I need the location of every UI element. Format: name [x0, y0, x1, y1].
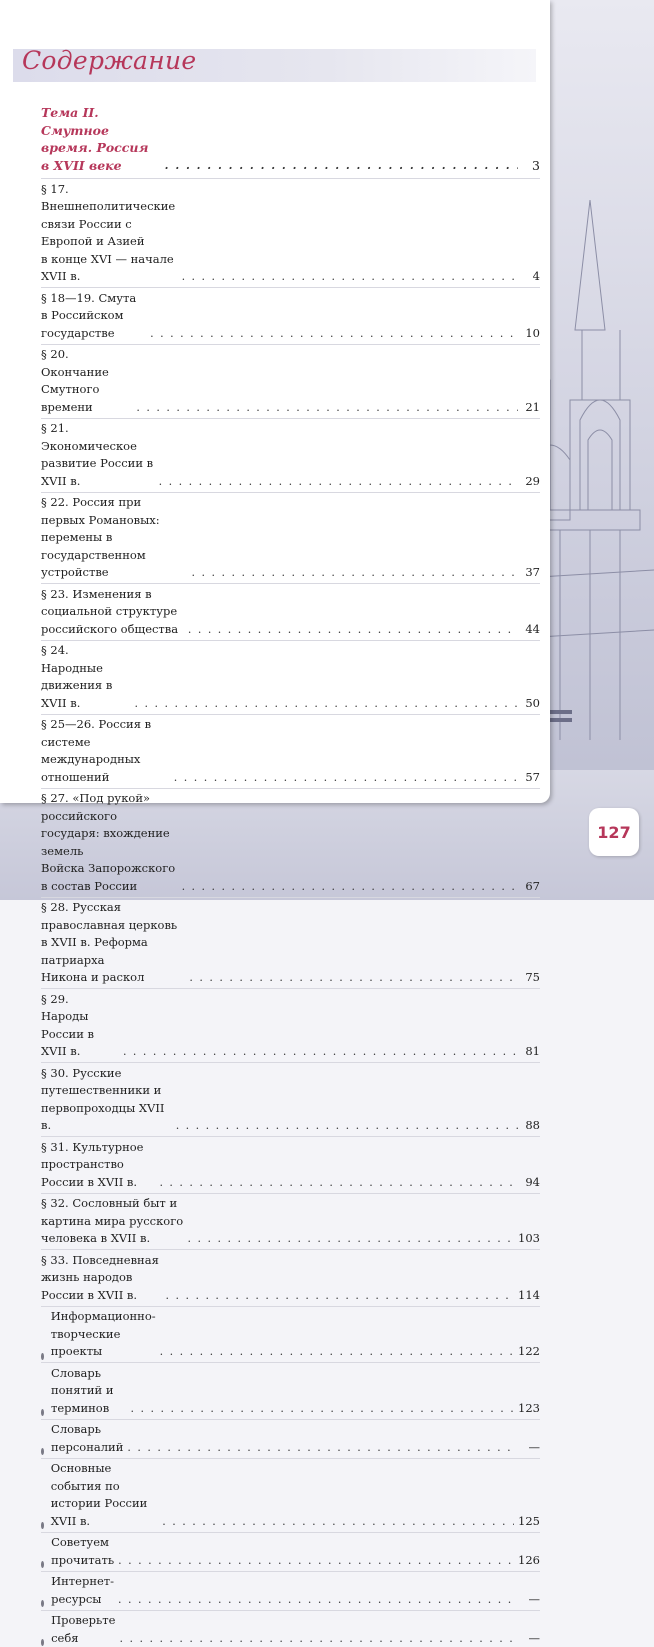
toc-entry-page: 122	[518, 1343, 540, 1361]
toc-entry[interactable]	[41, 586, 540, 639]
toc-leader-dots	[188, 1230, 515, 1248]
page-number: 127	[589, 808, 639, 856]
bullet-icon	[41, 1522, 44, 1529]
toc-leader-dots	[127, 1439, 518, 1457]
toc-entry-page: 123	[518, 1400, 540, 1418]
toc-separator	[41, 897, 540, 898]
toc-entry-page: —	[522, 1439, 540, 1457]
toc-separator	[41, 714, 540, 715]
toc-entry-text: § 29. Народы России в XVII в.	[41, 991, 119, 1061]
toc-entry-page: 126	[518, 1552, 540, 1570]
toc-entry-page: 125	[518, 1513, 540, 1531]
toc-entry-text: § 21. Экономическое развитие России в XVII в.	[41, 420, 155, 490]
toc-separator	[41, 583, 540, 584]
toc-entry-text: § 32. Сословный быт и картина мира русского человека в XVII в.	[41, 1195, 184, 1248]
toc-entry-text: § 27. «Под рукой» российского государя: вхождение земель Войска Запорожского в состав России	[41, 790, 178, 895]
toc-entry-text: § 28. Русская православная церковь в XVII в. Реформа патриарха Никона и раскол	[41, 899, 185, 987]
toc-entry-text: Словарь понятий и терминов	[51, 1365, 127, 1418]
toc-leader-dots	[165, 1287, 514, 1305]
toc-leader-dots	[176, 1117, 518, 1135]
toc-leader-dots	[159, 473, 518, 491]
toc-entry-page: 114	[518, 1287, 540, 1305]
toc-leader-dots	[192, 564, 518, 582]
toc-leader-dots	[160, 1343, 514, 1361]
toc-leader-dots	[118, 1591, 518, 1609]
toc-leader-dots	[182, 268, 518, 286]
toc-entry-page: 29	[522, 473, 540, 491]
toc-entry-text: Информационно-творческие проекты	[51, 1308, 156, 1361]
toc-leader-dots	[165, 157, 518, 175]
toc-entry[interactable]	[41, 1421, 540, 1456]
toc-entry-page: 44	[522, 621, 540, 639]
toc-separator	[41, 640, 540, 641]
toc-entry[interactable]	[41, 420, 540, 490]
toc-leader-dots	[135, 695, 518, 713]
toc-leader-dots	[189, 969, 518, 987]
toc-entry-page: 75	[522, 969, 540, 987]
bullet-icon	[41, 1600, 44, 1607]
toc-entry[interactable]	[41, 1139, 540, 1192]
toc-entry[interactable]	[41, 1573, 540, 1608]
toc-entry[interactable]	[41, 716, 540, 786]
toc-leader-dots	[174, 769, 518, 787]
toc-entry-text: Интернет-ресурсы	[51, 1573, 114, 1608]
toc-separator	[41, 1306, 540, 1307]
toc-entry-page: 67	[522, 878, 540, 896]
toc-separator	[41, 344, 540, 345]
toc-separator	[41, 1362, 540, 1363]
toc-entry-text: § 31. Культурное пространство России в XVII в.	[41, 1139, 155, 1192]
toc-separator	[41, 1193, 540, 1194]
toc-entry-text: § 17. Внешнеполитические связи России с Европой и Азией в конце XVI — начале XVII в.	[41, 181, 178, 286]
toc-entry-text: § 33. Повседневная жизнь народов России в XVII в.	[41, 1252, 161, 1305]
toc-leader-dots	[162, 1513, 514, 1531]
toc-entry-page: 21	[522, 399, 540, 417]
toc-entry[interactable]	[41, 642, 540, 712]
toc-entry[interactable]	[41, 1195, 540, 1248]
toc-separator	[41, 1532, 540, 1533]
toc-entry-text: § 23. Изменения в социальной структуре российского общества	[41, 586, 184, 639]
toc-entry[interactable]	[41, 181, 540, 286]
toc-entry-text: Основные события по истории России XVII в.	[51, 1460, 159, 1530]
toc-entry-page: 10	[522, 325, 540, 343]
toc-entry-text: § 22. Россия при первых Романовых: перемены в государственном устройстве	[41, 494, 188, 582]
toc-entry[interactable]	[41, 790, 540, 895]
toc-leader-dots	[159, 1174, 518, 1192]
toc-entry[interactable]	[41, 991, 540, 1061]
toc-separator	[41, 1419, 540, 1420]
toc-theme-row[interactable]	[41, 104, 540, 174]
toc-entry-page: —	[522, 1630, 540, 1647]
toc-separator	[41, 492, 540, 493]
bullet-icon	[41, 1353, 44, 1360]
toc-separator	[41, 1610, 540, 1611]
toc-entry-text: § 30. Русские путешественники и первопроходцы XVII в.	[41, 1065, 172, 1135]
toc-entry[interactable]	[41, 1252, 540, 1305]
table-of-contents	[41, 104, 540, 1647]
toc-entry[interactable]	[41, 1308, 540, 1361]
toc-separator	[41, 1136, 540, 1137]
toc-separator	[41, 178, 540, 179]
toc-entry-page: 81	[522, 1043, 540, 1061]
toc-leader-dots	[119, 1630, 518, 1647]
toc-entry-text: Проверьте себя	[51, 1612, 115, 1647]
toc-entry-text: § 25—26. Россия в системе международных отношений	[41, 716, 170, 786]
toc-entry-page: 50	[522, 695, 540, 713]
bullet-icon	[41, 1409, 44, 1416]
toc-separator	[41, 418, 540, 419]
bullet-icon	[41, 1448, 44, 1455]
toc-entry[interactable]	[41, 1534, 540, 1569]
toc-separator	[41, 1249, 540, 1250]
toc-separator	[41, 1062, 540, 1063]
page-title: Содержание	[22, 46, 197, 75]
toc-entry-page: 88	[522, 1117, 540, 1135]
toc-leader-dots	[136, 399, 518, 417]
toc-entry[interactable]	[41, 1365, 540, 1418]
toc-separator	[41, 1458, 540, 1459]
toc-entry-page: 4	[522, 268, 540, 286]
toc-entry-page: 103	[518, 1230, 540, 1248]
bullet-icon	[41, 1639, 44, 1646]
toc-leader-dots	[150, 325, 518, 343]
toc-entry[interactable]	[41, 1612, 540, 1647]
toc-entry[interactable]	[41, 346, 540, 416]
toc-entry[interactable]	[41, 290, 540, 343]
toc-separator	[41, 988, 540, 989]
toc-entry-page: —	[522, 1591, 540, 1609]
toc-theme-page: 3	[522, 157, 540, 175]
content-card	[0, 0, 550, 803]
toc-leader-dots	[182, 878, 518, 896]
toc-entry-text: Словарь персоналий	[51, 1421, 123, 1456]
toc-leader-dots	[118, 1552, 514, 1570]
toc-entry-text: § 24. Народные движения в XVII в.	[41, 642, 131, 712]
toc-leader-dots	[123, 1043, 518, 1061]
toc-separator	[41, 788, 540, 789]
bullet-icon	[41, 1561, 44, 1568]
toc-leader-dots	[188, 621, 518, 639]
toc-entry-page: 57	[522, 769, 540, 787]
toc-entry[interactable]	[41, 494, 540, 582]
toc-entry-text: § 18—19. Смута в Российском государстве	[41, 290, 146, 343]
toc-entry[interactable]	[41, 1065, 540, 1135]
toc-entry-text: § 20. Окончание Смутного времени	[41, 346, 132, 416]
toc-entry-text: Советуем прочитать	[51, 1534, 114, 1569]
toc-separator	[41, 287, 540, 288]
toc-entry-page: 37	[522, 564, 540, 582]
toc-entry-page: 94	[522, 1174, 540, 1192]
toc-leader-dots	[130, 1400, 514, 1418]
toc-entry[interactable]	[41, 1460, 540, 1530]
toc-theme-text: Тема II. Смутное время. Россия в XVII веке	[41, 104, 161, 174]
toc-separator	[41, 1571, 540, 1572]
toc-entry[interactable]	[41, 899, 540, 987]
